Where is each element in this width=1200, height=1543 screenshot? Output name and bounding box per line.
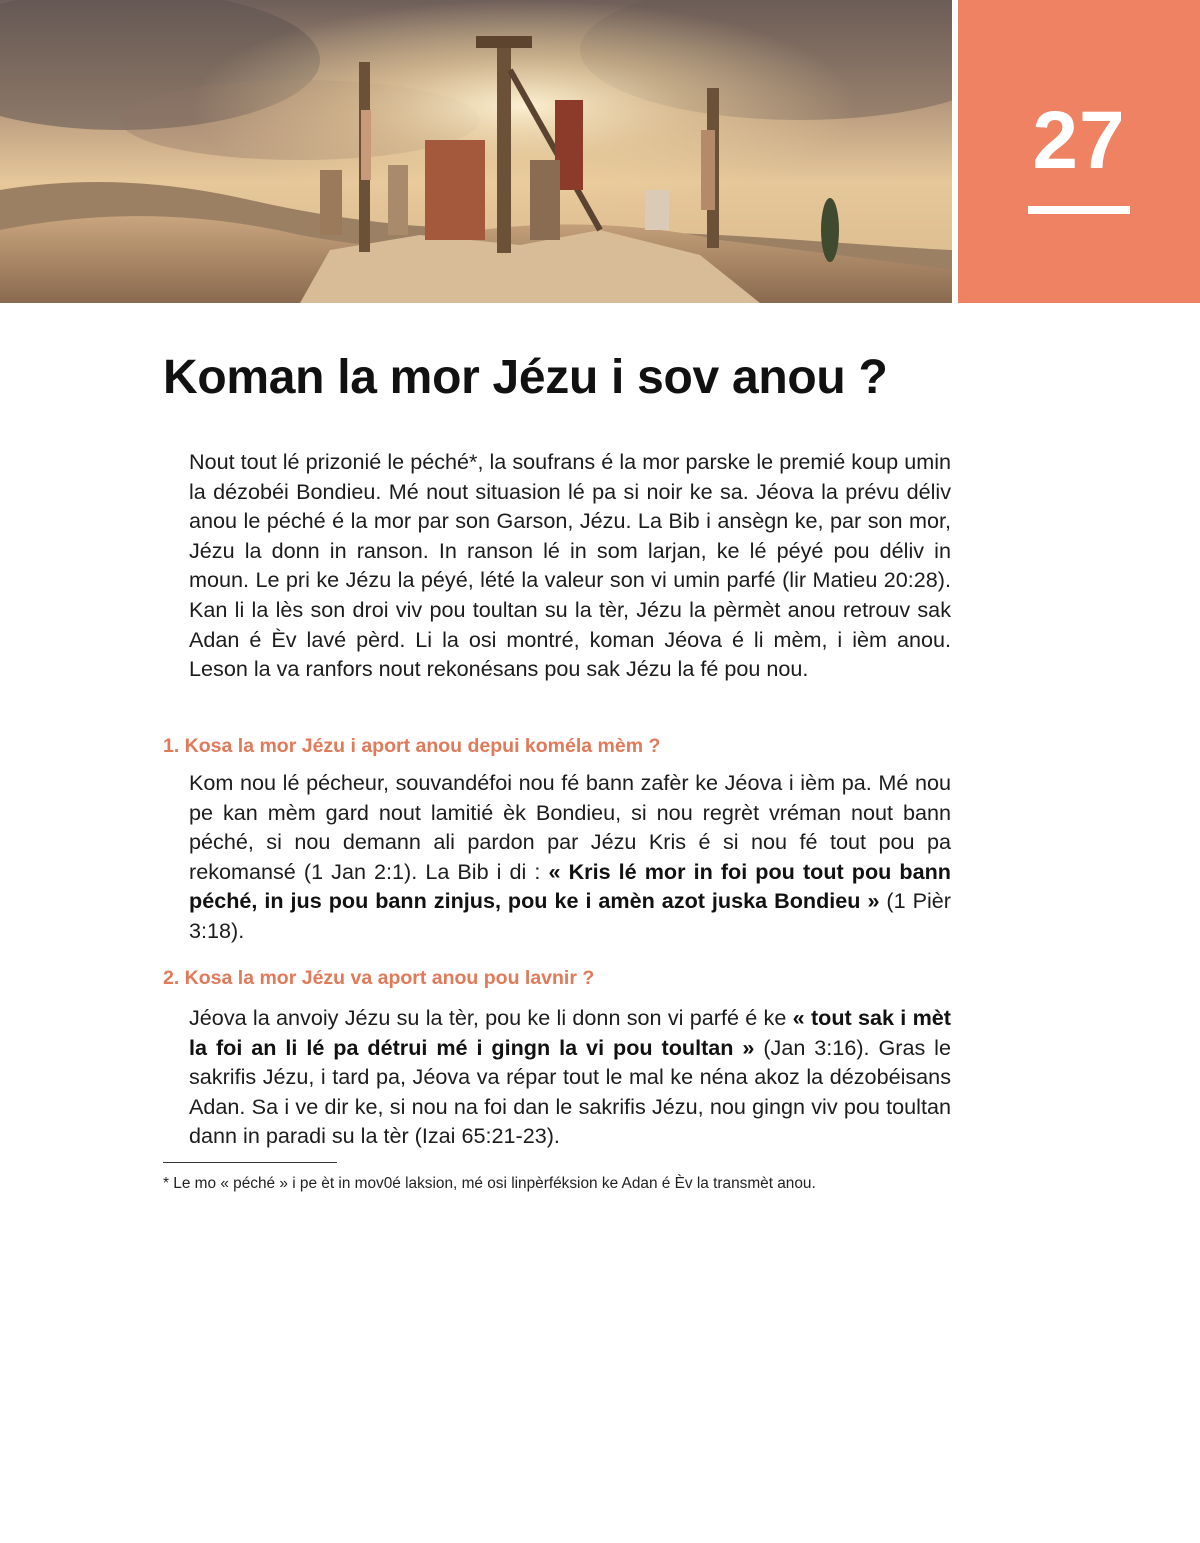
answer-2-continuation: (Jan 3:16). Gras le sakrifis Jézu, i tard pa, Jéova va répar tout le mal ke néna akoz la dézobéisans Adan. Sa i ve dir ke, si nou na foi dan le sakrifis Jézu, nou gingn viv pou toultan dann in paradi su la tèr (Izai 65:21-23). [189, 1034, 951, 1149]
chapter-badge [958, 0, 1200, 303]
answer-1-text: Kom nou lé pécheur, souvandéfoi nou fé bann zafèr ke Jéova i ièm pa. Mé nou pe kan mèm gard nout lamitié èk Bondieu, si nou regrèt vréman nout bann péché, si nou demann ali pardon par Jézu Kris é si nou fé tout pou pa rekomansé (1 Jan 2:1). La Bib i di : [189, 770, 951, 884]
crucifixion-scene-illustration [0, 0, 952, 303]
page-title: Koman la mor Jézu i sov anou ? [163, 351, 888, 404]
question-1: 1. Kosa la mor Jézu i aport anou depui koméla mèm ? [163, 735, 661, 757]
answer-2-quote: « tout sak i mèt la foi an li lé pa détrui mé i gingn la vi pou toultan » [189, 1005, 952, 1060]
answer-1-quote: « Kris lé mor in foi pou tout pou bann péché, in jus pou bann zinjus, pou ke i amèn azot juska Bondieu » [189, 858, 951, 914]
chapter-number: 27 [1032, 95, 1126, 186]
footnote: * Le mo « péché » i pe èt in mov0é laksion, mé osi linpèrféksion ke Adan é Èv la transmèt anou. [163, 1175, 816, 1192]
question-2: 2. Kosa la mor Jézu va aport anou pou lavnir ? [163, 967, 595, 989]
hero-image [0, 0, 952, 303]
footnote-divider [163, 1162, 337, 1163]
chapter-underline [1028, 206, 1130, 214]
answer-2-paragraph [189, 1003, 951, 1151]
answer-1-reference: (1 Pièr 3:18). [189, 888, 951, 943]
answer-2-text: Jéova la anvoiy Jézu su la tèr, pou ke li donn son vi parfé é ke [189, 1005, 793, 1030]
answer-1-paragraph [189, 768, 951, 946]
intro-paragraph: Nout tout lé prizonié le péché*, la soufrans é la mor parske le premié koup umin la dézobéi Bondieu. Mé nout situasion lé pa si noir ke sa. Jéova la prévu déliv anou le péché é la mor par son Garson, Jézu. La Bib i ansègn ke, par son mor, Jézu la donn in ranson. In ranson lé in som larjan, ke lé péyé pou déliv in moun. Le pri ke Jézu la péyé, lété la valeur son vi umin parfé (lir Matieu 20:28). Kan li la lès son droi viv pou toultan su la tèr, Jézu la pèrmèt anou retrouv sak Adan é Èv lavé pèrd. Li la osi montré, koman Jéova é li mèm, i ièm anou. Leson la va ranfors nout rekonésans pou sak Jézu la fé pou nou. [189, 449, 951, 682]
